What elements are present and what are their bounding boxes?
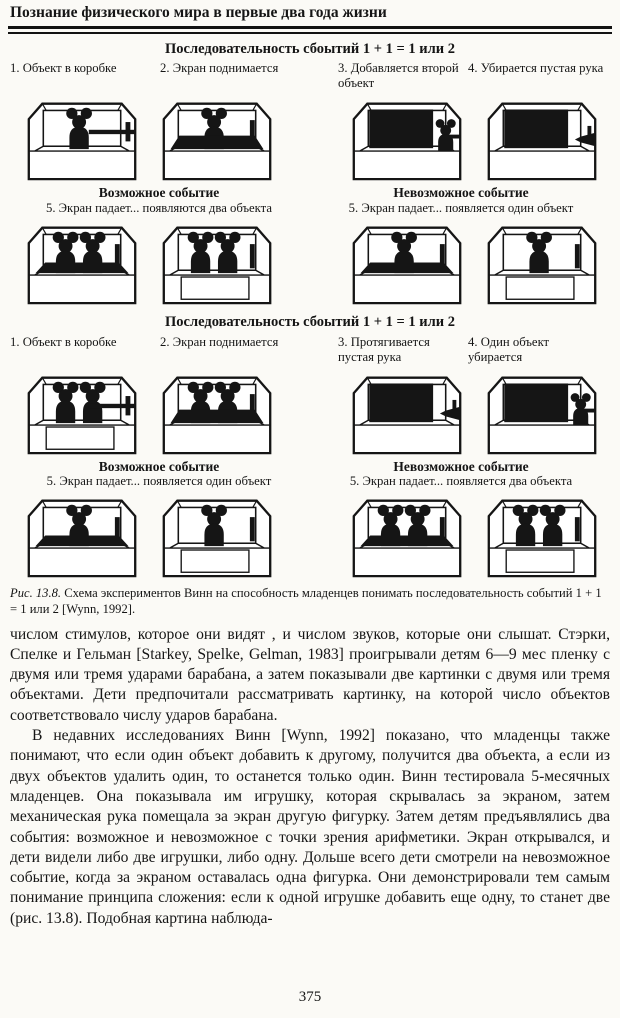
paragraph-2: В недавних исследованиях Винн [Wynn, 1992] показано, что младенцы также понимают, что если один объект добавить к другому, получится два объекта, а если из двух объектов удалить один, то останется только один. Винн тестировала 5-месячных младенцев. Она показывала им игрушку, которая скрывалась за экраном, затем механическая рука помещала за экран другую фигурку. Затем детям предъявлялись два события: возможное и невозможное с точки зрения арифметики. Экран открывался, и дети видели либо две игрушки, либо одну. Дольше всего дети смотрели на невозможное событие, когда за экраном оставалась одна фигурка. Они демонстрировали тем самым понимание принципа сложения: если к одной игрушке добавить еще одну, то станет две (рис. 13.8). Подобная картина наблюда-: [10, 727, 610, 927]
stage-panel-empty-hand-reaches: [347, 368, 467, 457]
stage-panel-screen-rises: [157, 94, 277, 183]
stage-panel-one-object-revealed: [482, 218, 602, 307]
step-panels: [8, 94, 612, 183]
figure-caption-text: Схема экспериментов Винн на способность младенцев понимать последовательность событий 1 + 1 = 1 или 2 [Wynn, 1992].: [10, 586, 602, 617]
stage-panel-screen-drops-two-objects: [22, 218, 142, 307]
running-head: Познание физического мира в первые два года жизни: [10, 4, 387, 21]
screen-raised: [504, 110, 568, 149]
step-label: 1. Объект в коробке: [10, 61, 117, 76]
outcome-panels: [8, 218, 612, 307]
screen-rising: [171, 136, 264, 150]
sequence-title: Последовательность сбоытий 1 + 1 = 1 или 2: [165, 40, 455, 57]
stage-panel-screen-drops-two-objects: [347, 491, 467, 580]
step-panels: [8, 368, 612, 457]
screen-fallen: [36, 536, 129, 547]
apparatus-pole: [575, 244, 580, 268]
screen-raised: [369, 110, 433, 149]
outcome-caption: 5. Экран падает... появляется один объект: [348, 200, 574, 215]
stage-panel-two-objects-revealed: [482, 491, 602, 580]
step-label: 1. Объект в коробке: [10, 334, 117, 349]
apparatus-pole: [575, 517, 580, 541]
step-label: 4. Один объект убирается: [468, 334, 550, 364]
stage-panel-second-object-added: [347, 94, 467, 183]
figure-sequences: [8, 41, 612, 581]
screen-raised: [504, 383, 568, 422]
apparatus-pole: [250, 517, 255, 541]
screen-rising: [171, 409, 264, 423]
stage-panel-one-object-revealed: [157, 491, 277, 580]
sequence-2: [8, 314, 612, 580]
body-text: [8, 625, 612, 929]
outcome-caption: 5. Экран падает... появляется два объекта: [349, 474, 573, 489]
figure-caption: [8, 585, 612, 617]
step-labels: [8, 335, 612, 365]
stage-panel-screen-drops-one-object: [347, 218, 467, 307]
stage-panel-empty-hand-leaves: [482, 94, 602, 183]
step-label: 3. Протягивается пустая рука: [338, 334, 430, 364]
sequence-1: [8, 41, 612, 307]
sequence-title: Последовательность сбоытий 1 + 1 = 1 или 2: [165, 313, 455, 330]
stage-panel-two-objects-revealed: [157, 218, 277, 307]
stage-panel-two-objects-in-box: [22, 368, 142, 457]
stage-panel-one-object-in-box: [22, 94, 142, 183]
step-label: 4. Убирается пустая рука: [468, 61, 604, 76]
outcome-caption: 5. Экран падает... появляется один объект: [46, 474, 272, 489]
header-rule: [8, 26, 612, 34]
stage-panel-one-object-removed: [482, 368, 602, 457]
outcome-label: Возможное событие: [98, 185, 220, 201]
screen-fallen: [361, 262, 454, 273]
screen-fallen: [361, 536, 454, 547]
paragraph-1: числом стимулов, которое они видят , и числом звуков, которые они слышат. Стэрки, Спелке и Гельман [Starkey, Spelke, Gelman, 1983] проигрывали детям 6—9 мес пленку с двумя или тремя ударами барабана, а затем показывали две картинки с двумя или тремя объектами. Дети предпочитали рассматривать картинку, на которой число объектов соответствовало числу ударов барабана.: [10, 625, 610, 724]
figure-13-8: [8, 41, 612, 618]
apparatus-pole: [250, 244, 255, 268]
stage-panel-screen-drops-one-object: [22, 491, 142, 580]
screen-fallen: [36, 262, 129, 273]
step-label: 2. Экран поднимается: [160, 61, 279, 76]
stage-panel-screen-rises: [157, 368, 277, 457]
outcome-label: Невозможное событие: [393, 458, 529, 474]
outcome-label: Невозможное событие: [393, 185, 529, 201]
outcome-label: Возможное событие: [98, 458, 220, 474]
step-label: 2. Экран поднимается: [160, 334, 279, 349]
step-labels: [8, 61, 612, 91]
outcome-caption: 5. Экран падает... появляются два объекта: [45, 200, 273, 215]
outcome-panels: [8, 491, 612, 580]
screen-raised: [369, 383, 433, 422]
figure-caption-label: Рис. 13.8.: [10, 586, 62, 601]
page-number: 375: [298, 989, 322, 1005]
step-label: 3. Добавляется второй объект: [338, 61, 459, 91]
